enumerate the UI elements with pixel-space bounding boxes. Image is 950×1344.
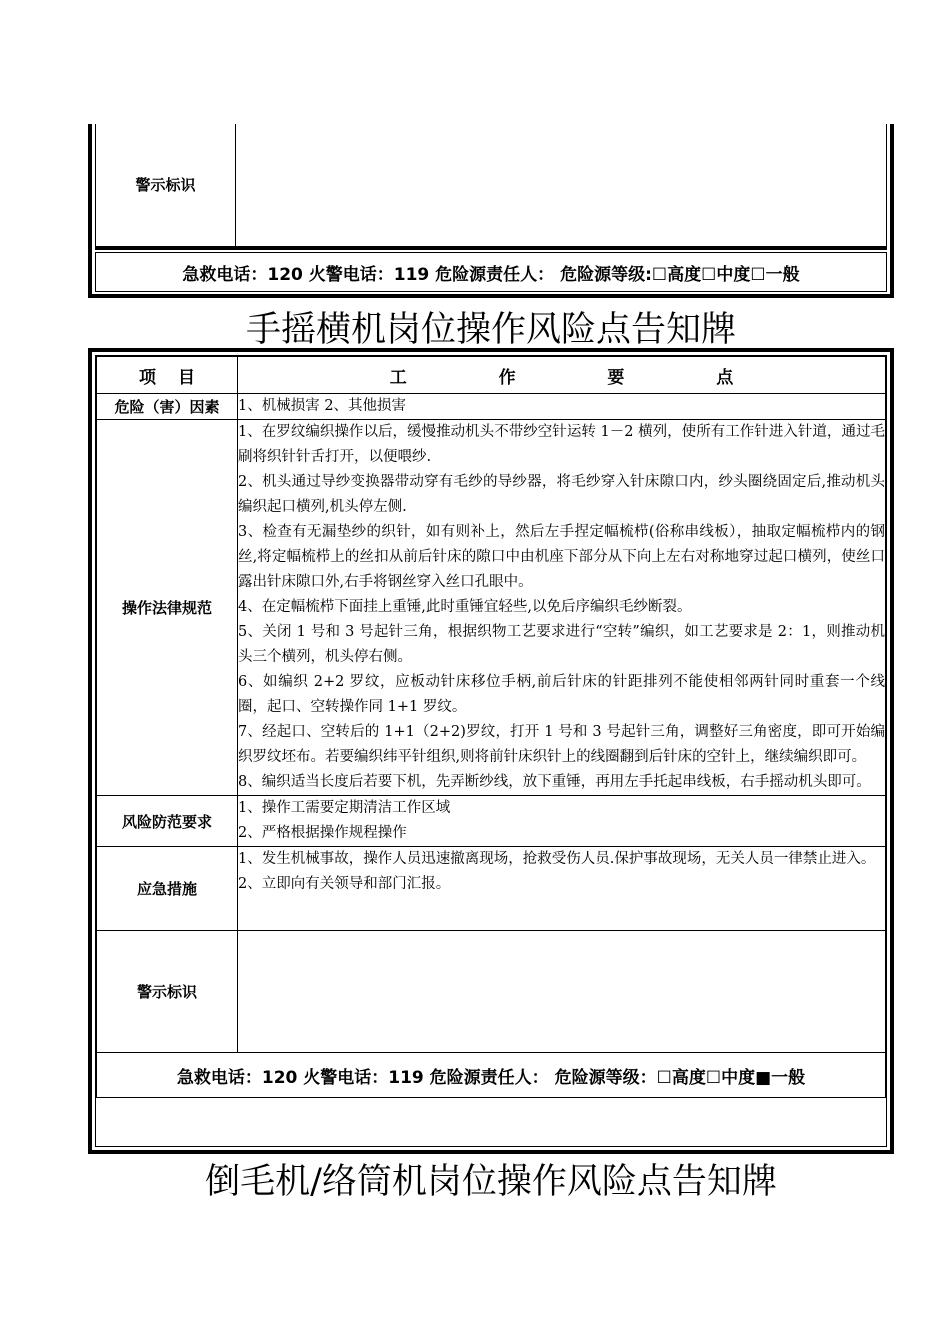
list-item: 2、严格根据操作规程操作 — [238, 825, 407, 841]
emergency-label: 应急措施 — [97, 847, 238, 931]
hazard-text: 1、机械损害 2、其他损害 — [238, 394, 886, 420]
table-row-warning — [97, 931, 886, 1053]
list-item: 5、关闭 1 号和 3 号起针三角，根据织物工艺要求进行“空转”编织，如工艺要求是 2：1，则推动机头三个横列，机头停右侧。 — [238, 624, 885, 665]
table-row-footer — [97, 1053, 886, 1098]
emergency-contact-footer: 急救电话：120 火警电话：119 危险源责任人： 危险源等级:☐高度☐中度☐一般 — [182, 264, 800, 285]
list-item: 2、机头通过导纱变换器带动穿有毛纱的导纱器，将毛纱穿入针床隙口内，纱头圈绕固定后,推动机头编织起口横列,机头停左侧. — [238, 474, 885, 515]
risk-notice-board — [88, 348, 894, 1154]
prevention-label: 风险防范要求 — [97, 796, 238, 847]
list-item: 1、操作工需要定期清洁工作区域 — [238, 800, 451, 816]
warning-sign-area — [238, 931, 886, 1053]
sign-title: 手摇横机岗位操作风险点告知牌 — [245, 310, 736, 350]
operation-label: 操作法律规范 — [97, 420, 238, 796]
emergency-text — [238, 847, 886, 931]
prevention-text — [238, 796, 886, 847]
list-item: 2、立即向有关领导和部门汇报。 — [238, 876, 451, 892]
table-row-emergency — [97, 847, 886, 931]
previous-sign-bottom — [88, 124, 894, 298]
risk-table — [96, 356, 886, 1098]
list-item: 3、检查有无漏垫纱的织针，如有则补上，然后左手捏定幅梳栉(俗称串线板），抽取定幅梳栉内的钢丝,将定幅梳栉上的丝扣从前后针床的隙口中由机座下部分从下向上左右对称地穿过起口横列，使丝口露出针床隙口外,右手将钢丝穿入丝口孔眼中。 — [238, 524, 885, 590]
list-item: 1、在罗纹编织操作以后，缓慢推动机头不带纱空针运转 1－2 横列，使所有工作针进入针道，通过毛刷将织针针舌打开，以便喂纱. — [238, 424, 885, 465]
table-row-operation — [97, 420, 886, 796]
list-item: 8、编织适当长度后若要下机，先弄断纱线，放下重锤，再用左手托起串线板，右手摇动机头即可。 — [238, 774, 871, 790]
operation-text — [238, 420, 886, 796]
table-header-row — [97, 357, 886, 394]
hazard-label: 危险（害）因素 — [97, 394, 238, 420]
list-item: 6、如编织 2+2 罗纹，应板动针床移位手柄,前后针床的针距排列不能使相邻两针同时重套一个线圈，起口、空转操作同 1+1 罗纹。 — [238, 674, 885, 715]
table-row-hazard — [97, 394, 886, 420]
list-item: 1、发生机械事故，操作人员迅速撤离现场，抢救受伤人员.保护事故现场，无关人员一律禁止进入。 — [238, 851, 876, 867]
header-item: 项 目 — [97, 357, 238, 394]
emergency-contact-footer: 急救电话：120 火警电话：119 危险源责任人： 危险源等级：☐高度☐中度■一般 — [97, 1053, 886, 1098]
next-sign-title: 倒毛机/络筒机岗位操作风险点告知牌 — [205, 1162, 777, 1202]
list-item: 7、经起口、空转后的 1+1（2+2)罗纹，打开 1 号和 3 号起针三角，调整好三角密度，即可开始编织罗纹坯布。若要编织纬平针组织,则将前针床织针上的线圈翻到后针床的空针上，继续编织即可。 — [238, 724, 885, 765]
header-key-points: 工 作 要 点 — [238, 357, 886, 394]
warning-sign-label: 警示标识 — [97, 931, 238, 1053]
list-item: 4、在定幅梳栉下面挂上重锤,此时重锤宜轻些,以免后序编织毛纱断裂。 — [238, 599, 692, 615]
warning-sign-label: 警示标识 — [135, 175, 196, 194]
table-row-prevention — [97, 796, 886, 847]
